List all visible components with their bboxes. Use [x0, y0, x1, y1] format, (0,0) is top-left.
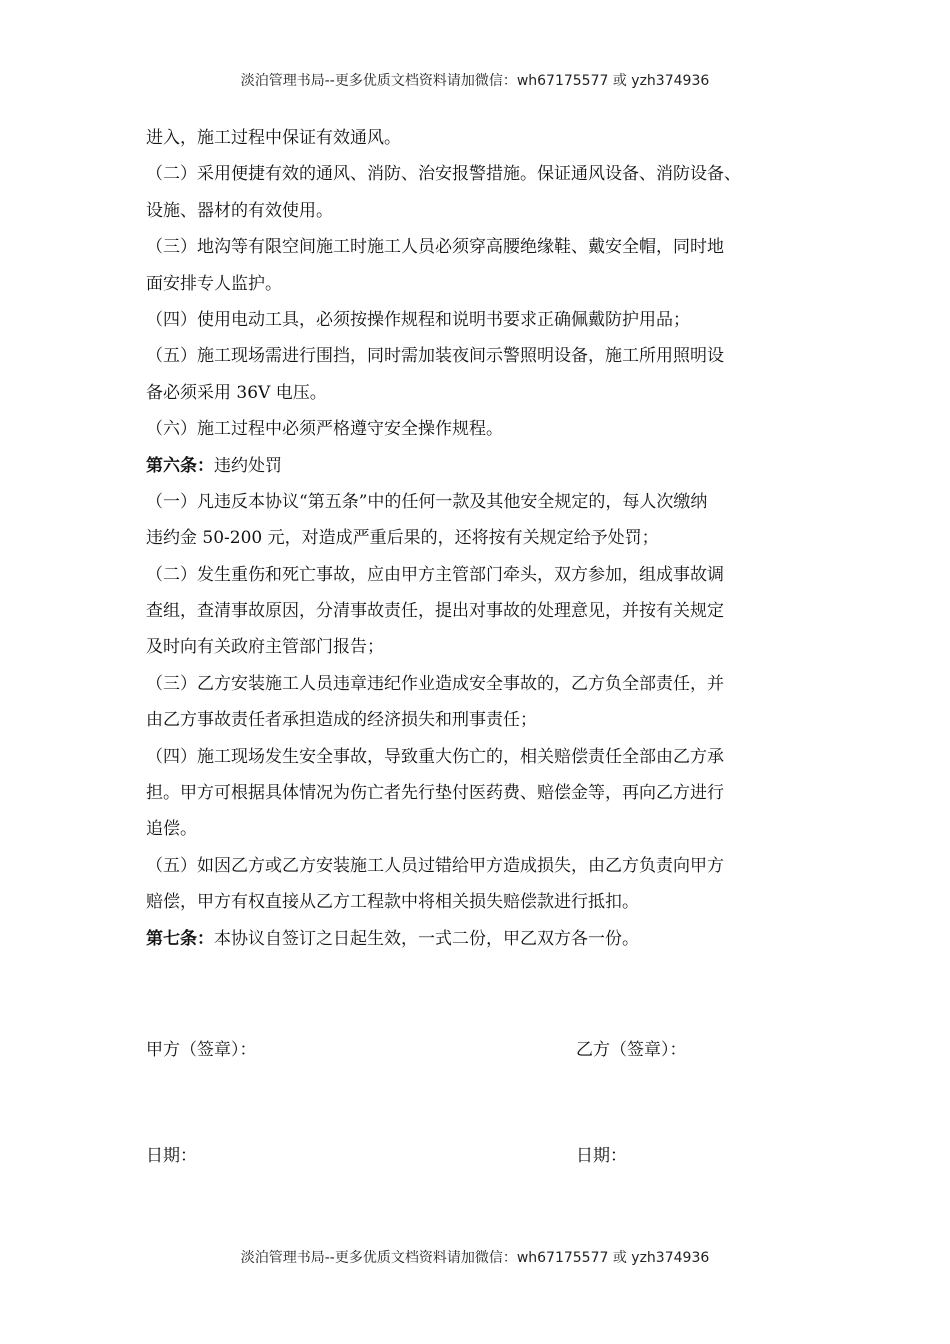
- party-b-date-label: 日期：: [576, 1146, 627, 1166]
- article-6-line: 由乙方事故责任者承担造成的经济损失和刑事责任；: [146, 710, 537, 731]
- document-body: [146, 120, 826, 957]
- article-7-line: [146, 921, 826, 957]
- party-a-date-label: 日期：: [146, 1146, 197, 1166]
- page-footer: 淡泊管理书局--更多优质文档资料请加微信：wh67175577 或 yzh374936: [240, 1250, 710, 1266]
- article-6-line: （一）凡违反本协议“第五条”中的任何一款及其他安全规定的，每人次缴纳: [146, 491, 708, 512]
- article-6-line: （五）如因乙方或乙方安装施工人员过错给甲方造成损失，由乙方负责向甲方: [146, 855, 724, 876]
- page-header: 淡泊管理书局--更多优质文档资料请加微信：wh67175577 或 yzh374936: [240, 73, 710, 89]
- article-6-title: 违约处罚: [214, 455, 282, 476]
- party-a-signature-label: 甲方（签章）：: [146, 1040, 257, 1060]
- article-6-line: （四）施工现场发生安全事故，导致重大伤亡的，相关赔偿责任全部由乙方承: [146, 746, 724, 767]
- body-line: 进入，施工过程中保证有效通风。: [146, 128, 401, 148]
- body-line: （二）采用便捷有效的通风、消防、治安报警措施。保证通风设备、消防设备、: [146, 164, 741, 185]
- article-6-line: （三）乙方安装施工人员违章违纪作业造成安全事故的，乙方负全部责任，并: [146, 673, 724, 694]
- body-line: 面安排专人监护。: [146, 273, 282, 294]
- body-line: （六）施工过程中必须严格遵守安全操作规程。: [146, 419, 503, 440]
- body-line: 设施、器材的有效使用。: [146, 200, 333, 221]
- article-6-line: 追偿。: [146, 819, 197, 840]
- article-6-line: 违约金 50-200 元，对造成严重后果的，还将按有关规定给予处罚；: [146, 528, 659, 549]
- article-6-line: 担。甲方可根据具体情况为伤亡者先行垫付医药费、赔偿金等，再向乙方进行: [146, 783, 724, 804]
- party-b-signature-label: 乙方（签章）：: [576, 1040, 687, 1060]
- article-6-heading-line: [146, 448, 826, 484]
- body-line: （五）施工现场需进行围挡，同时需加装夜间示警照明设备，施工所用照明设: [146, 346, 724, 367]
- article-6-line: （二）发生重伤和死亡事故，应由甲方主管部门牵头，双方参加，组成事故调: [146, 564, 724, 585]
- body-line: 备必须采用 36V 电压。: [146, 382, 327, 403]
- article-6-line: 查组，查清事故原因，分清事故责任，提出对事故的处理意见，并按有关规定: [146, 601, 724, 622]
- article-7-text: 本协议自签订之日起生效，一式二份，甲乙双方各一份。: [214, 928, 639, 949]
- body-line: （三）地沟等有限空间施工时施工人员必须穿高腰绝缘鞋、戴安全帽，同时地: [146, 237, 724, 258]
- article-6-heading: 第六条：: [146, 455, 214, 476]
- body-line: （四）使用电动工具，必须按操作规程和说明书要求正确佩戴防护用品；: [146, 309, 690, 330]
- article-6-line: 及时向有关政府主管部门报告；: [146, 637, 384, 658]
- article-6-line: 赔偿，甲方有权直接从乙方工程款中将相关损失赔偿款进行抵扣。: [146, 892, 639, 913]
- article-7-heading: 第七条：: [146, 928, 214, 949]
